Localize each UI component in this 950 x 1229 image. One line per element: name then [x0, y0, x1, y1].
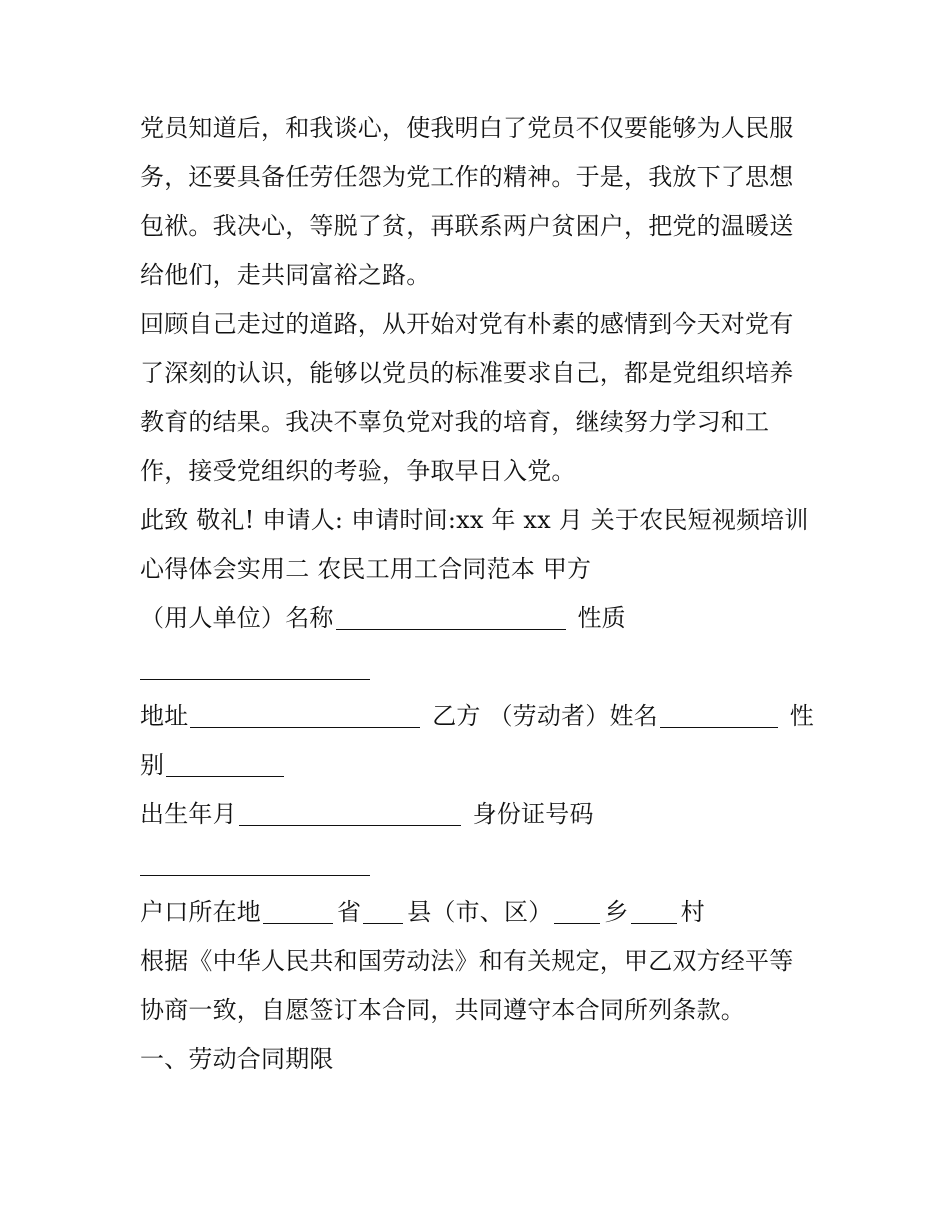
id-number-blank	[140, 839, 370, 876]
paragraph-line: 协商一致，自愿签订本合同，共同遵守本合同所列条款。	[140, 996, 745, 1024]
gender-label-part: 性	[781, 702, 814, 730]
paragraph-line: 了深刻的认识，能够以党员的标准要求自己，都是党组织培养	[140, 359, 794, 387]
paragraph-line: 教育的结果。我决不辜负党对我的培育，继续努力学习和工	[140, 408, 770, 436]
section-heading: 一、劳动合同期限	[140, 1045, 334, 1073]
village-label: 村	[680, 898, 705, 926]
address-blank	[190, 697, 420, 728]
gender-label-end: 别	[140, 751, 165, 779]
employer-name-blank	[336, 599, 566, 630]
paragraph-line: 心得体会实用二 农民工用工合同范本 甲方	[140, 555, 592, 583]
township-label: 乡	[604, 898, 629, 926]
province-blank	[263, 893, 333, 924]
village-blank	[631, 893, 677, 924]
paragraph-line: 作，接受党组织的考验，争取早日入党。	[140, 457, 576, 485]
document-page	[140, 104, 820, 1084]
gender-blank	[166, 746, 284, 777]
paragraph-line: 包袱。我决心，等脱了贫，再联系两户贫困户，把党的温暖送	[140, 212, 794, 240]
paragraph-line: 务，还要具备任劳任怨为党工作的精神。于是，我放下了思想	[140, 163, 794, 191]
paragraph-line: 给他们，走共同富裕之路。	[140, 261, 431, 289]
employer-name-line	[140, 594, 820, 643]
employer-nature-blank	[140, 643, 370, 680]
worker-name-blank	[660, 697, 778, 728]
county-label: 县（市、区）	[407, 898, 553, 926]
address-line	[140, 692, 820, 741]
province-label: 省	[337, 898, 362, 926]
county-blank	[363, 893, 403, 924]
household-label: 户口所在地	[140, 898, 261, 926]
paragraph-line: 回顾自己走过的道路，从开始对党有朴素的感情到今天对党有	[140, 310, 794, 338]
township-blank	[554, 893, 600, 924]
birth-line	[140, 790, 820, 839]
paragraph-line: 根据《中华人民共和国劳动法》和有关规定，甲乙双方经平等	[140, 947, 794, 975]
worker-name-label: 乙方 （劳动者）姓名	[424, 702, 658, 730]
paragraph-line: 党员知道后，和我谈心，使我明白了党员不仅要能够为人民服	[140, 114, 794, 142]
gender-line	[140, 741, 820, 790]
employer-nature-line	[140, 643, 820, 692]
paragraph-line: 此致 敬礼! 申请人: 申请时间:xx 年 xx 月 关于农民短视频培训	[140, 506, 809, 534]
id-number-label: 身份证号码	[464, 800, 594, 828]
household-line	[140, 888, 820, 937]
employer-nature-label: 性质	[569, 604, 626, 632]
birth-label: 出生年月	[140, 800, 237, 828]
birth-blank	[239, 795, 461, 826]
address-label: 地址	[140, 702, 189, 730]
employer-name-label: （用人单位）名称	[140, 604, 334, 632]
id-number-line	[140, 839, 820, 888]
